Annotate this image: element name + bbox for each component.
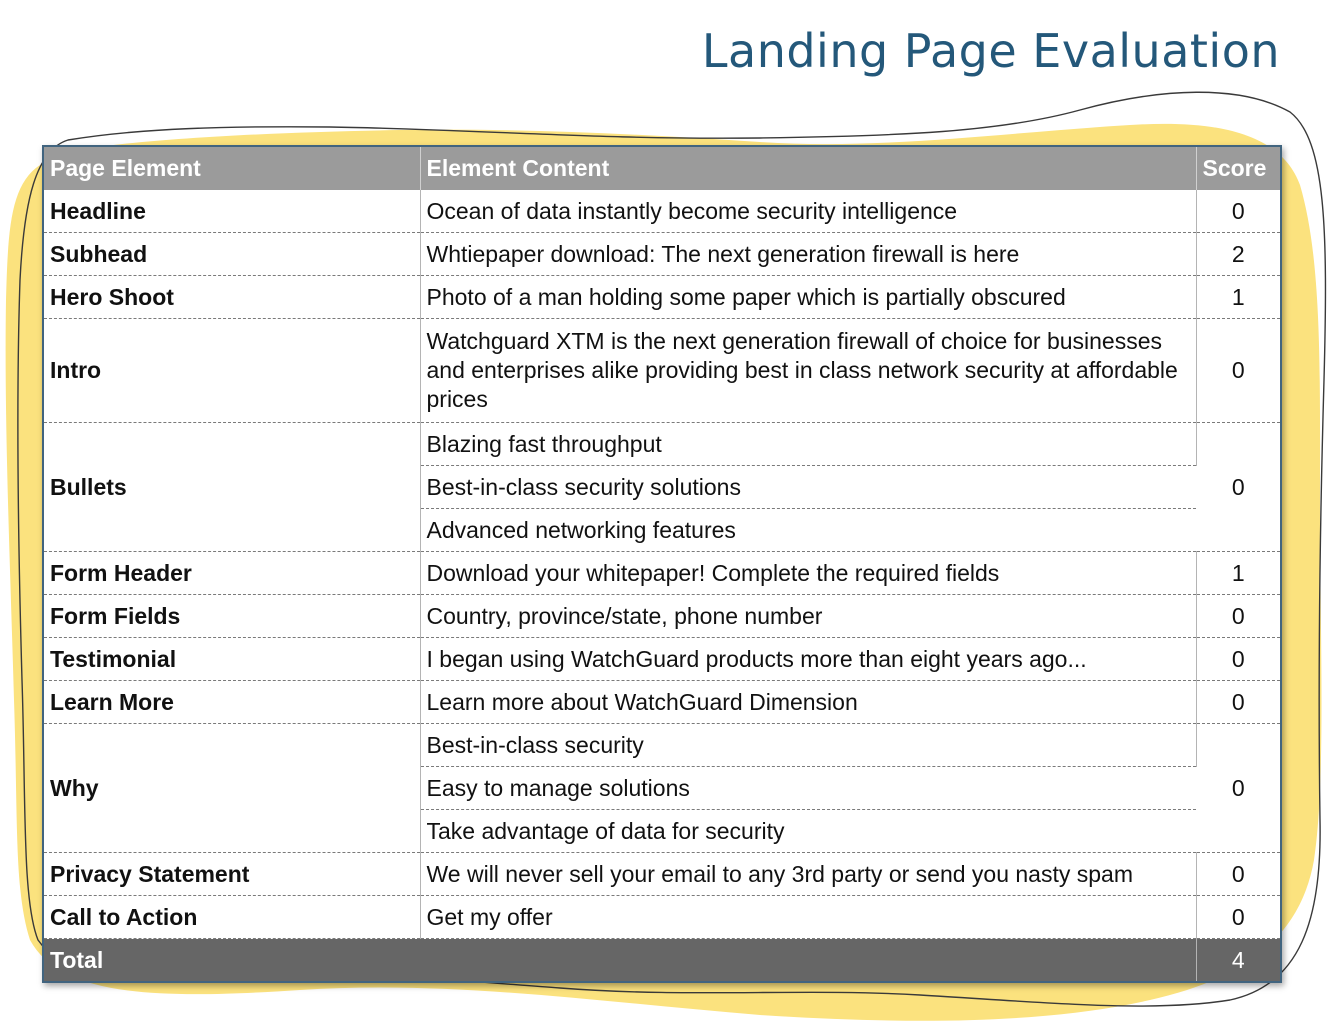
row-content-why: Best-in-class security bbox=[420, 724, 1196, 767]
row-element-intro: Intro bbox=[44, 319, 420, 423]
row-score-subhead: 2 bbox=[1196, 233, 1280, 276]
row-score-testimonial: 0 bbox=[1196, 638, 1280, 681]
row-element-bullets: Bullets bbox=[44, 423, 420, 552]
table-row bbox=[44, 423, 1280, 466]
table-row bbox=[44, 190, 1280, 233]
row-content-bullets: Best-in-class security solutions bbox=[420, 466, 1196, 509]
row-element-why: Why bbox=[44, 724, 420, 853]
row-content-privacy-statement: We will never sell your email to any 3rd party or send you nasty spam bbox=[420, 853, 1196, 896]
row-element-testimonial: Testimonial bbox=[44, 638, 420, 681]
row-element-call-to-action: Call to Action bbox=[44, 896, 420, 939]
row-content-subhead: Whtiepaper download: The next generation firewall is here bbox=[420, 233, 1196, 276]
row-score-privacy-statement: 0 bbox=[1196, 853, 1280, 896]
table-row bbox=[44, 638, 1280, 681]
table-row bbox=[44, 276, 1280, 319]
table-row bbox=[44, 319, 1280, 423]
row-content-learn-more: Learn more about WatchGuard Dimension bbox=[420, 681, 1196, 724]
row-content-form-fields: Country, province/state, phone number bbox=[420, 595, 1196, 638]
row-score-form-fields: 0 bbox=[1196, 595, 1280, 638]
row-score-call-to-action: 0 bbox=[1196, 896, 1280, 939]
table-row bbox=[44, 724, 1280, 767]
header-score: Score bbox=[1196, 147, 1280, 190]
table-row bbox=[44, 233, 1280, 276]
evaluation-table bbox=[44, 147, 1280, 981]
row-score-form-header: 1 bbox=[1196, 552, 1280, 595]
row-score-intro: 0 bbox=[1196, 319, 1280, 423]
row-content-form-header: Download your whitepaper! Complete the required fields bbox=[420, 552, 1196, 595]
table-row bbox=[44, 853, 1280, 896]
row-element-headline: Headline bbox=[44, 190, 420, 233]
page-title: Landing Page Evaluation bbox=[701, 24, 1280, 78]
row-element-subhead: Subhead bbox=[44, 233, 420, 276]
row-score-learn-more: 0 bbox=[1196, 681, 1280, 724]
row-score-bullets: 0 bbox=[1196, 423, 1280, 552]
row-element-form-fields: Form Fields bbox=[44, 595, 420, 638]
row-content-why: Take advantage of data for security bbox=[420, 810, 1196, 853]
row-content-testimonial: I began using WatchGuard products more than eight years ago... bbox=[420, 638, 1196, 681]
row-element-form-header: Form Header bbox=[44, 552, 420, 595]
table-row bbox=[44, 552, 1280, 595]
row-element-learn-more: Learn More bbox=[44, 681, 420, 724]
row-content-hero-shoot: Photo of a man holding some paper which is partially obscured bbox=[420, 276, 1196, 319]
total-label: Total bbox=[44, 939, 1196, 982]
row-content-call-to-action: Get my offer bbox=[420, 896, 1196, 939]
row-content-headline: Ocean of data instantly become security intelligence bbox=[420, 190, 1196, 233]
table-body bbox=[44, 190, 1280, 981]
row-score-hero-shoot: 1 bbox=[1196, 276, 1280, 319]
evaluation-table-container bbox=[42, 145, 1282, 983]
row-score-headline: 0 bbox=[1196, 190, 1280, 233]
row-content-bullets: Advanced networking features bbox=[420, 509, 1196, 552]
table-header-row bbox=[44, 147, 1280, 190]
total-score: 4 bbox=[1196, 939, 1280, 982]
row-element-privacy-statement: Privacy Statement bbox=[44, 853, 420, 896]
table-row bbox=[44, 896, 1280, 939]
row-score-why: 0 bbox=[1196, 724, 1280, 853]
row-element-hero-shoot: Hero Shoot bbox=[44, 276, 420, 319]
total-row bbox=[44, 939, 1280, 982]
table-row bbox=[44, 595, 1280, 638]
header-element-content: Element Content bbox=[420, 147, 1196, 190]
header-page-element: Page Element bbox=[44, 147, 420, 190]
row-content-intro: Watchguard XTM is the next generation firewall of choice for businesses and enterprises alike providing best in class network security at affordable prices bbox=[420, 319, 1196, 423]
table-row bbox=[44, 681, 1280, 724]
row-content-why: Easy to manage solutions bbox=[420, 767, 1196, 810]
row-content-bullets: Blazing fast throughput bbox=[420, 423, 1196, 466]
